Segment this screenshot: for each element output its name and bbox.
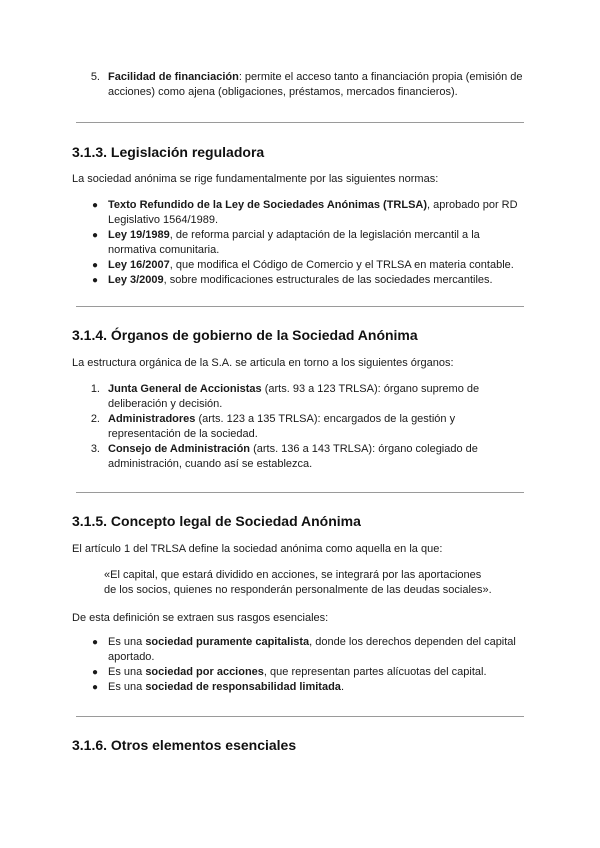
bullet-icon: ● [92, 230, 99, 241]
section-intro: La sociedad anónima se rige fundamentalmente por las siguientes normas: [72, 173, 439, 185]
section-intro: La estructura orgánica de la S.A. se articula en torno a los siguientes órganos: [72, 357, 454, 369]
section-heading-3-1-5: 3.1.5. Concepto legal de Sociedad Anónima [72, 513, 361, 529]
section-intro: El artículo 1 del TRLSA define la sociedad anónima como aquella en la que: [72, 543, 443, 555]
list-item [76, 258, 526, 273]
bullet-icon: ● [92, 682, 99, 693]
divider [76, 716, 524, 717]
item-text: (arts. 123 a 135 TRLSA): encargados de la gestión y representación de la sociedad. [108, 413, 456, 440]
legal-quote: «El capital, que estará dividido en acciones, se integrará por las aportaciones de los socios, quienes no responderán personalmente de las deudas sociales». [104, 569, 492, 596]
item-bold: sociedad por acciones [145, 666, 264, 678]
organs-list [76, 382, 526, 472]
section-intro-2: De esta definición se extraen sus rasgos esenciales: [72, 612, 329, 624]
list-item [76, 680, 526, 695]
list-item [76, 70, 536, 100]
item-bold: Administradores [108, 413, 196, 425]
section-heading-3-1-3: 3.1.3. Legislación reguladora [72, 144, 265, 160]
list-item [76, 412, 526, 442]
item-text: , que modifica el Código de Comercio y el TRLSA en materia contable. [169, 259, 514, 271]
list-item [76, 228, 526, 258]
section-heading-3-1-6: 3.1.6. Otros elementos esenciales [72, 737, 297, 753]
item-text: : permite el acceso tanto a financiación propia (emisión de acciones) como ajena (obligaciones, préstamos, mercados financieros). [108, 71, 523, 98]
list-item [76, 198, 526, 228]
legislation-list [76, 198, 526, 288]
item-text: . [340, 681, 344, 693]
bullet-icon: ● [92, 667, 99, 678]
features-list [76, 635, 526, 695]
item-prefix: Es una [108, 681, 146, 693]
list-number: 2. [90, 413, 100, 425]
bullet-icon: ● [92, 200, 99, 211]
list-number: 3. [90, 443, 100, 455]
bullet-icon: ● [92, 275, 99, 286]
bullet-icon: ● [92, 260, 99, 271]
item-bold: Consejo de Administración [108, 443, 251, 455]
item-bold: Facilidad de financiación [108, 71, 239, 83]
bullet-icon: ● [92, 637, 99, 648]
item-text: (arts. 93 a 123 TRLSA): órgano supremo de deliberación y decisión. [108, 383, 480, 410]
item-text: , donde los derechos dependen del capital aportado. [108, 636, 516, 663]
item-prefix: Es una [108, 666, 146, 678]
financing-list [76, 70, 536, 100]
item-text: , aprobado por RD Legislativo 1564/1989. [108, 199, 518, 226]
list-item [76, 635, 526, 665]
item-text: , sobre modificaciones estructurales de las sociedades mercantiles. [163, 274, 493, 286]
divider [76, 122, 524, 123]
divider [76, 492, 524, 493]
item-prefix: Es una [108, 636, 146, 648]
list-item [76, 442, 526, 472]
item-bold: Ley 19/1989 [108, 229, 170, 241]
divider [76, 306, 524, 307]
item-bold: sociedad puramente capitalista [145, 636, 310, 648]
list-item [76, 382, 526, 412]
item-bold: Ley 3/2009 [108, 274, 164, 286]
item-text: (arts. 136 a 143 TRLSA): órgano colegiado de administración, cuando así se establezca. [108, 443, 478, 470]
item-bold: Ley 16/2007 [108, 259, 170, 271]
item-bold: sociedad de responsabilidad limitada [145, 681, 341, 693]
list-number: 1. [90, 383, 100, 395]
section-heading-3-1-4: 3.1.4. Órganos de gobierno de la Sociedad Anónima [72, 327, 418, 343]
item-bold: Junta General de Accionistas [108, 383, 262, 395]
item-text: , que representan partes alícuotas del capital. [263, 666, 487, 678]
list-item [76, 273, 526, 288]
item-bold: Texto Refundido de la Ley de Sociedades Anónimas (TRLSA) [108, 199, 428, 211]
list-item [76, 665, 526, 680]
list-number: 5. [90, 71, 100, 83]
item-text: , de reforma parcial y adaptación de la legislación mercantil a la normativa comunitaria. [108, 229, 480, 256]
